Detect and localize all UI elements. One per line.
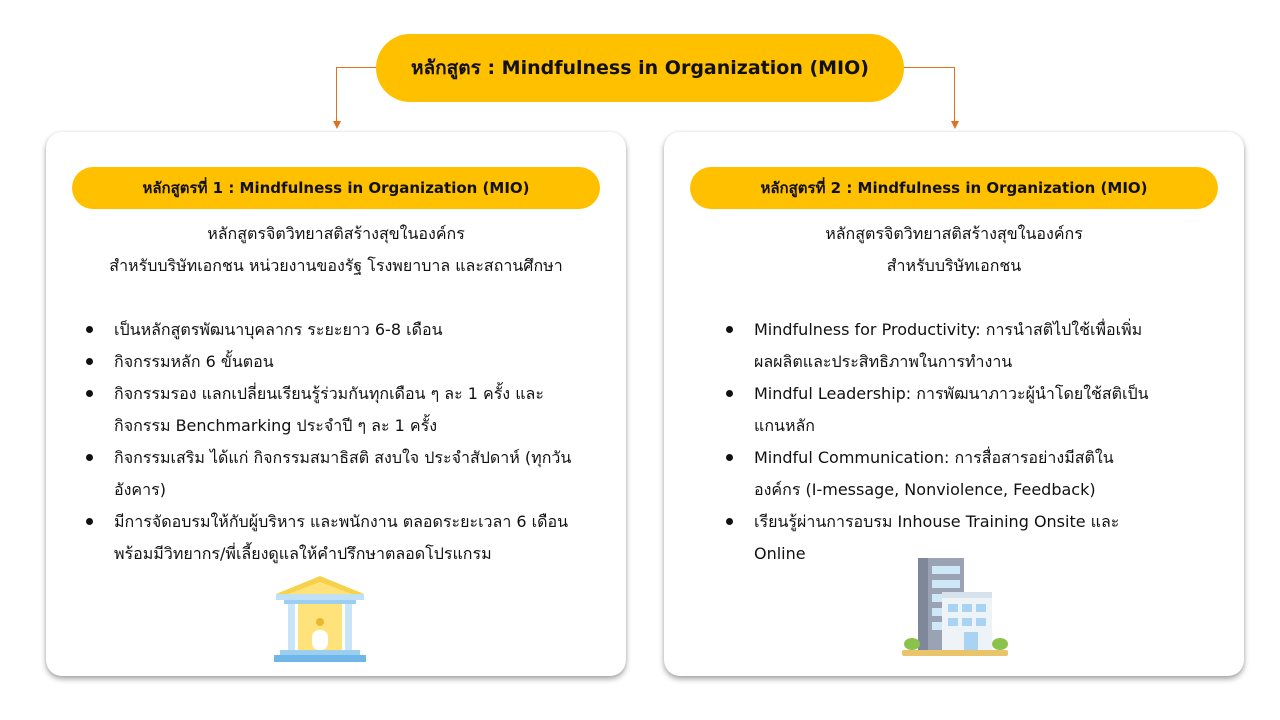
- list-item: [86, 314, 586, 346]
- bullet-text: กิจกรรมเสริม ได้แก่ กิจกรรมสมาธิสติ สงบใจ ประจำสัปดาห์ (ทุกวันอังคาร): [114, 448, 572, 499]
- bullet-text: Mindful Leadership: การพัฒนาภาวะผู้นำโดยใช้สติเป็นแกนหลัก: [754, 384, 1149, 435]
- bullet-icon: [726, 454, 733, 461]
- bullet-icon: [726, 390, 733, 397]
- course-2-subtitle-line2: สำหรับบริษัทเอกชน: [886, 256, 1022, 275]
- connector-right-vertical: [954, 67, 955, 121]
- bullet-icon: [86, 326, 93, 333]
- bullet-text: กิจกรรมหลัก 6 ขั้นตอน: [114, 352, 274, 371]
- bullet-icon: [726, 518, 733, 525]
- bullet-icon: [86, 518, 93, 525]
- course-2-title: หลักสูตรที่ 2 : Mindfulness in Organization (MIO): [690, 167, 1218, 209]
- list-item: [86, 378, 586, 442]
- bullet-text: Mindful Communication: การสื่อสารอย่างมีสติในองค์กร (I-message, Nonviolence, Feedback): [754, 448, 1114, 499]
- course-2-bullet-list: [726, 314, 1156, 570]
- arrow-down-icon: [951, 121, 959, 129]
- bullet-icon: [86, 454, 93, 461]
- course-1-subtitle: [46, 218, 626, 282]
- list-item: [726, 314, 1156, 378]
- bullet-icon: [726, 326, 733, 333]
- main-title: หลักสูตร : Mindfulness in Organization (MIO): [376, 34, 904, 102]
- course-1-subtitle-line2: สำหรับบริษัทเอกชน หน่วยงานของรัฐ โรงพยาบาล และสถานศึกษา: [109, 256, 563, 275]
- bullet-text: มีการจัดอบรมให้กับผู้บริหาร และพนักงาน ตลอดระยะเวลา 6 เดือน พร้อมมีวิทยากร/พี่เลี้ยงดูแลให้คำปรึกษาตลอดโปรแกรม: [114, 512, 569, 563]
- list-item: [726, 378, 1156, 442]
- bullet-text: เป็นหลักสูตรพัฒนาบุคลากร ระยะยาว 6-8 เดือน: [114, 320, 443, 339]
- list-item: [86, 506, 586, 570]
- connector-left-horizontal: [336, 67, 376, 68]
- list-item: [726, 442, 1156, 506]
- government-building-icon: [272, 574, 368, 666]
- list-item: [86, 346, 586, 378]
- bullet-text: Mindfulness for Productivity: การนำสติไปใช้เพื่อเพิ่มผลผลิตและประสิทธิภาพในการทำงาน: [754, 320, 1143, 371]
- connector-left-vertical: [336, 67, 337, 121]
- course-2-subtitle-line1: หลักสูตรจิตวิทยาสติสร้างสุขในองค์กร: [825, 224, 1083, 243]
- bullet-icon: [86, 390, 93, 397]
- office-building-icon: [900, 552, 1010, 660]
- course-1-title: หลักสูตรที่ 1 : Mindfulness in Organization (MIO): [72, 167, 600, 209]
- connector-right-horizontal: [904, 67, 954, 68]
- bullet-text: กิจกรรมรอง แลกเปลี่ยนเรียนรู้ร่วมกันทุกเดือน ๆ ละ 1 ครั้ง และกิจกรรม Benchmarking ประจำปี ๆ ละ 1 ครั้ง: [114, 384, 544, 435]
- list-item: [86, 442, 586, 506]
- course-2-subtitle: [664, 218, 1244, 282]
- course-1-subtitle-line1: หลักสูตรจิตวิทยาสติสร้างสุขในองค์กร: [207, 224, 465, 243]
- arrow-down-icon: [333, 121, 341, 129]
- bullet-icon: [86, 358, 93, 365]
- bullet-text: เรียนรู้ผ่านการอบรม Inhouse Training Onsite และ Online: [754, 512, 1120, 563]
- course-1-bullet-list: [86, 314, 586, 570]
